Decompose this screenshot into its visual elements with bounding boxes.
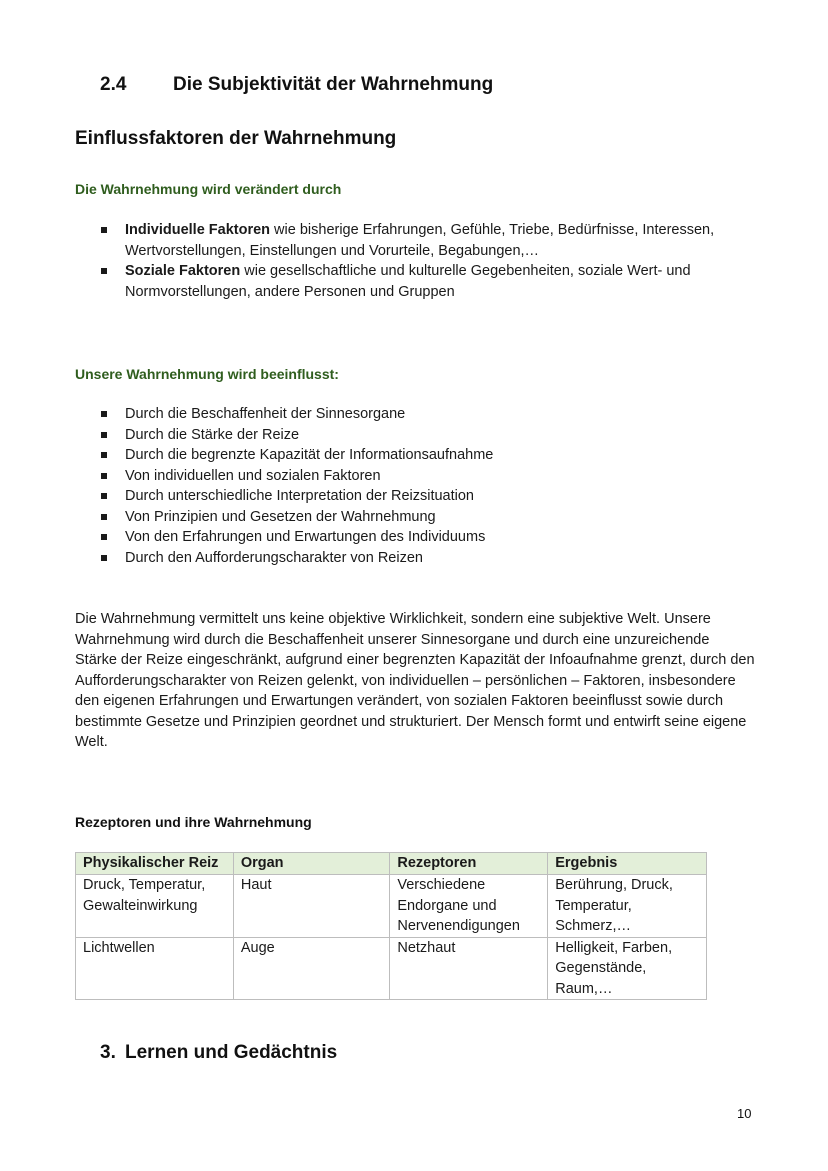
list-item: [75, 220, 765, 261]
section-number: 2.4: [100, 74, 127, 95]
bullet-square-icon: [101, 555, 107, 561]
section-title: Die Subjektivität der Wahrnehmung: [173, 74, 494, 95]
table-cell: Netzhaut: [390, 937, 548, 1000]
table-cell: Lichtwellen: [76, 937, 234, 1000]
table-header-cell: Rezeptoren: [390, 853, 548, 875]
bullet-square-icon: [101, 432, 107, 438]
list-item: [75, 507, 765, 528]
subsection-title: Einflussfaktoren der Wahrnehmung: [75, 128, 397, 149]
list-item-bold: Soziale Faktoren: [125, 263, 241, 279]
bullet-square-icon: [101, 411, 107, 417]
table-cell: Haut: [233, 875, 390, 938]
table-title: Rezeptoren und ihre Wahrnehmung: [75, 814, 312, 830]
list-item-text: Von den Erfahrungen und Erwartungen des Individuums: [125, 529, 486, 545]
table-cell: Druck, Temperatur, Gewalteinwirkung: [76, 875, 234, 938]
list-item: [75, 425, 765, 446]
list-item-text: Von Prinzipien und Gesetzen der Wahrnehmung: [125, 508, 436, 525]
table-header-row: [76, 853, 707, 875]
list-item: [75, 445, 765, 466]
bullet-square-icon: [101, 227, 107, 233]
bullet-square-icon: [101, 514, 107, 520]
list-item: [75, 261, 765, 302]
table-cell: Helligkeit, Farben, Gegenstände, Raum,…: [548, 937, 707, 1000]
block1-list: [75, 220, 765, 302]
list-item-text: Durch die Beschaffenheit der Sinnesorgane: [125, 406, 406, 422]
chapter-title: Lernen und Gedächtnis: [125, 1042, 338, 1063]
table-cell: Berührung, Druck, Temperatur, Schmerz,…: [548, 875, 707, 938]
list-item-text: Von individuellen und sozialen Faktoren: [125, 467, 381, 484]
table-header-cell: Ergebnis: [548, 853, 707, 875]
list-item-text: wie gesellschaftliche und kulturelle Gegebenheiten, soziale Wert- und Normvorstellungen, andere Personen und Gruppen: [125, 263, 691, 300]
table-header-cell: Physikalischer Reiz: [76, 853, 234, 875]
table-row: [76, 875, 707, 938]
list-item-text: wie bisherige Erfahrungen, Gefühle, Triebe, Bedürfnisse, Interessen, Wertvorstellungen, Einstellungen und Vorurteile, Begabungen,…: [125, 222, 715, 259]
block2-heading: Unsere Wahrnehmung wird beeinflusst:: [75, 366, 339, 382]
bullet-square-icon: [101, 473, 107, 479]
list-item: [75, 527, 765, 548]
table-cell: Verschiedene Endorgane und Nervenendigungen: [390, 875, 548, 938]
list-item: [75, 404, 765, 425]
list-item-text: Durch den Aufforderungscharakter von Reizen: [125, 549, 423, 566]
list-item: [75, 548, 765, 569]
bullet-square-icon: [101, 493, 107, 499]
list-item-text: Durch die Stärke der Reize: [125, 426, 300, 443]
bullet-square-icon: [101, 268, 107, 274]
table-header-cell: Organ: [233, 853, 390, 875]
block1-heading: Die Wahrnehmung wird verändert durch: [75, 181, 342, 197]
receptor-table: [75, 852, 707, 1000]
table-cell: Auge: [233, 937, 390, 1000]
summary-paragraph: Die Wahrnehmung vermittelt uns keine objektive Wirklichkeit, sondern eine subjektive Welt. Unsere Wahrnehmung wird durch die Beschaffenheit unserer Sinnesorgane und durch eine unzureichende Stärke der Reize eingeschränkt, aufgrund einer begrenzten Kapazität der Infoaufnahme grenzt, durch den Aufforderungscharakter von Reizen gelenkt, von individuellen – persönlichen – Faktoren, insbesondere den eigenen Erfahrungen und Erwartungen verändert, von sozialen Faktoren beeinflusst sowie durch bestimmte Gesetze und Prinzipien geordnet und strukturiert. Der Mensch formt und entwirft seine eigene Welt.: [75, 611, 755, 750]
list-item: [75, 466, 765, 487]
block2-list: [75, 404, 765, 568]
page-number: 10: [737, 1106, 752, 1121]
list-item-bold: Individuelle Faktoren: [125, 222, 271, 238]
bullet-square-icon: [101, 534, 107, 540]
list-item-text: Durch die begrenzte Kapazität der Informationsaufnahme: [125, 447, 494, 463]
bullet-square-icon: [101, 452, 107, 458]
list-item: [75, 486, 765, 507]
table-row: [76, 937, 707, 1000]
chapter-number: 3.: [100, 1042, 116, 1063]
list-item-text: Durch unterschiedliche Interpretation der Reizsituation: [125, 488, 474, 504]
